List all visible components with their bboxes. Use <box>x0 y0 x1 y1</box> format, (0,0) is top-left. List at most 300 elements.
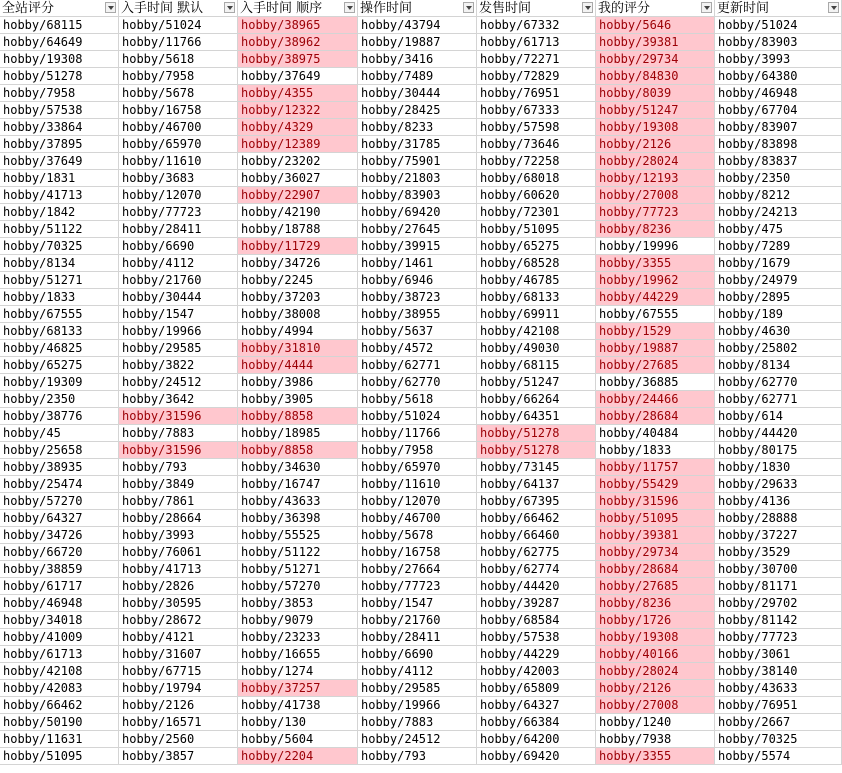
table-cell[interactable]: hobby/49030 <box>477 340 596 357</box>
table-cell[interactable]: hobby/793 <box>119 459 238 476</box>
table-cell[interactable]: hobby/36398 <box>238 510 358 527</box>
table-cell[interactable]: hobby/51024 <box>715 17 842 34</box>
table-cell[interactable]: hobby/28411 <box>119 221 238 238</box>
table-cell[interactable]: hobby/2895 <box>715 289 842 306</box>
table-cell[interactable]: hobby/51247 <box>596 102 715 119</box>
table-cell[interactable]: hobby/67395 <box>477 493 596 510</box>
table-cell[interactable]: hobby/9079 <box>238 612 358 629</box>
table-cell[interactable]: hobby/18985 <box>238 425 358 442</box>
table-cell[interactable]: hobby/51278 <box>0 68 119 85</box>
table-cell[interactable]: hobby/12070 <box>119 187 238 204</box>
table-cell[interactable]: hobby/11610 <box>119 153 238 170</box>
table-cell[interactable]: hobby/27645 <box>358 221 477 238</box>
table-cell[interactable]: hobby/189 <box>715 306 842 323</box>
table-cell[interactable]: hobby/6690 <box>358 646 477 663</box>
table-cell[interactable]: hobby/28664 <box>119 510 238 527</box>
table-cell[interactable]: hobby/24512 <box>358 731 477 748</box>
table-cell[interactable]: hobby/1547 <box>358 595 477 612</box>
table-cell[interactable]: hobby/11729 <box>238 238 358 255</box>
table-cell[interactable]: hobby/28411 <box>358 629 477 646</box>
table-cell[interactable]: hobby/37895 <box>0 136 119 153</box>
table-cell[interactable]: hobby/38140 <box>715 663 842 680</box>
table-cell[interactable]: hobby/76951 <box>477 85 596 102</box>
table-cell[interactable]: hobby/39381 <box>596 527 715 544</box>
table-cell[interactable]: hobby/64380 <box>715 68 842 85</box>
table-cell[interactable]: hobby/70325 <box>715 731 842 748</box>
table-cell[interactable]: hobby/2667 <box>715 714 842 731</box>
table-cell[interactable]: hobby/68528 <box>477 255 596 272</box>
table-cell[interactable]: hobby/11631 <box>0 731 119 748</box>
table-cell[interactable]: hobby/7958 <box>0 85 119 102</box>
table-cell[interactable]: hobby/5618 <box>358 391 477 408</box>
table-cell[interactable]: hobby/19962 <box>596 272 715 289</box>
table-cell[interactable]: hobby/69911 <box>477 306 596 323</box>
table-cell[interactable]: hobby/7958 <box>119 68 238 85</box>
table-cell[interactable]: hobby/19996 <box>596 238 715 255</box>
table-cell[interactable]: hobby/1833 <box>596 442 715 459</box>
table-cell[interactable]: hobby/8039 <box>596 85 715 102</box>
table-cell[interactable]: hobby/72258 <box>477 153 596 170</box>
table-cell[interactable]: hobby/11766 <box>119 34 238 51</box>
table-cell[interactable]: hobby/38962 <box>238 34 358 51</box>
table-cell[interactable]: hobby/130 <box>238 714 358 731</box>
table-cell[interactable]: hobby/1679 <box>715 255 842 272</box>
table-cell[interactable]: hobby/2245 <box>238 272 358 289</box>
table-cell[interactable]: hobby/3853 <box>238 595 358 612</box>
table-cell[interactable]: hobby/29734 <box>596 51 715 68</box>
table-cell[interactable]: hobby/38859 <box>0 561 119 578</box>
table-cell[interactable]: hobby/41713 <box>0 187 119 204</box>
table-cell[interactable]: hobby/12070 <box>358 493 477 510</box>
table-cell[interactable]: hobby/60620 <box>477 187 596 204</box>
table-cell[interactable]: hobby/793 <box>358 748 477 765</box>
table-cell[interactable]: hobby/7489 <box>358 68 477 85</box>
table-cell[interactable]: hobby/28024 <box>596 663 715 680</box>
table-cell[interactable]: hobby/69420 <box>358 204 477 221</box>
table-cell[interactable]: hobby/19309 <box>0 374 119 391</box>
table-cell[interactable]: hobby/57538 <box>0 102 119 119</box>
table-cell[interactable]: hobby/19308 <box>596 629 715 646</box>
table-cell[interactable]: hobby/38965 <box>238 17 358 34</box>
table-cell[interactable]: hobby/2350 <box>715 170 842 187</box>
table-cell[interactable]: hobby/55429 <box>596 476 715 493</box>
table-cell[interactable]: hobby/37649 <box>0 153 119 170</box>
table-cell[interactable]: hobby/40484 <box>596 425 715 442</box>
table-cell[interactable]: hobby/62771 <box>715 391 842 408</box>
table-cell[interactable]: hobby/1726 <box>596 612 715 629</box>
table-cell[interactable]: hobby/51278 <box>477 442 596 459</box>
table-cell[interactable]: hobby/3355 <box>596 255 715 272</box>
table-cell[interactable]: hobby/39915 <box>358 238 477 255</box>
table-cell[interactable]: hobby/21760 <box>119 272 238 289</box>
table-cell[interactable]: hobby/3993 <box>715 51 842 68</box>
table-cell[interactable]: hobby/81142 <box>715 612 842 629</box>
table-cell[interactable]: hobby/5574 <box>715 748 842 765</box>
table-cell[interactable]: hobby/3642 <box>119 391 238 408</box>
table-cell[interactable]: hobby/19887 <box>596 340 715 357</box>
table-cell[interactable]: hobby/25802 <box>715 340 842 357</box>
table-cell[interactable]: hobby/8134 <box>715 357 842 374</box>
table-cell[interactable]: hobby/46948 <box>0 595 119 612</box>
table-cell[interactable]: hobby/34726 <box>238 255 358 272</box>
table-cell[interactable]: hobby/76951 <box>715 697 842 714</box>
table-cell[interactable]: hobby/57598 <box>477 119 596 136</box>
table-cell[interactable]: hobby/29702 <box>715 595 842 612</box>
table-cell[interactable]: hobby/28888 <box>715 510 842 527</box>
table-cell[interactable]: hobby/57538 <box>477 629 596 646</box>
table-cell[interactable]: hobby/8212 <box>715 187 842 204</box>
table-cell[interactable]: hobby/16571 <box>119 714 238 731</box>
table-cell[interactable]: hobby/7958 <box>358 442 477 459</box>
column-header-3[interactable] <box>238 0 358 17</box>
table-cell[interactable]: hobby/57270 <box>238 578 358 595</box>
table-cell[interactable]: hobby/51271 <box>0 272 119 289</box>
table-cell[interactable]: hobby/70325 <box>0 238 119 255</box>
table-cell[interactable]: hobby/51095 <box>0 748 119 765</box>
table-cell[interactable]: hobby/34630 <box>238 459 358 476</box>
table-cell[interactable]: hobby/21760 <box>358 612 477 629</box>
table-cell[interactable]: hobby/4136 <box>715 493 842 510</box>
table-cell[interactable]: hobby/81171 <box>715 578 842 595</box>
table-cell[interactable]: hobby/41009 <box>0 629 119 646</box>
table-cell[interactable]: hobby/67704 <box>715 102 842 119</box>
table-cell[interactable]: hobby/24213 <box>715 204 842 221</box>
table-cell[interactable]: hobby/40166 <box>596 646 715 663</box>
table-cell[interactable]: hobby/31785 <box>358 136 477 153</box>
table-cell[interactable]: hobby/36027 <box>238 170 358 187</box>
table-cell[interactable]: hobby/38008 <box>238 306 358 323</box>
table-cell[interactable]: hobby/4329 <box>238 119 358 136</box>
table-cell[interactable]: hobby/12322 <box>238 102 358 119</box>
table-cell[interactable]: hobby/4994 <box>238 323 358 340</box>
table-cell[interactable]: hobby/83837 <box>715 153 842 170</box>
table-cell[interactable]: hobby/44229 <box>477 646 596 663</box>
table-cell[interactable]: hobby/25474 <box>0 476 119 493</box>
table-cell[interactable]: hobby/30444 <box>358 85 477 102</box>
table-cell[interactable]: hobby/16758 <box>358 544 477 561</box>
table-cell[interactable]: hobby/2560 <box>119 731 238 748</box>
table-cell[interactable]: hobby/3061 <box>715 646 842 663</box>
table-cell[interactable]: hobby/69420 <box>477 748 596 765</box>
table-cell[interactable]: hobby/31607 <box>119 646 238 663</box>
table-cell[interactable]: hobby/2126 <box>596 136 715 153</box>
table-cell[interactable]: hobby/1529 <box>596 323 715 340</box>
table-cell[interactable]: hobby/64327 <box>0 510 119 527</box>
table-cell[interactable]: hobby/25658 <box>0 442 119 459</box>
filter-dropdown-icon[interactable] <box>224 2 235 13</box>
table-cell[interactable]: hobby/38955 <box>358 306 477 323</box>
table-cell[interactable]: hobby/1833 <box>0 289 119 306</box>
table-cell[interactable]: hobby/43794 <box>358 17 477 34</box>
table-cell[interactable]: hobby/8233 <box>358 119 477 136</box>
table-cell[interactable]: hobby/42108 <box>477 323 596 340</box>
table-cell[interactable]: hobby/4112 <box>119 255 238 272</box>
table-cell[interactable]: hobby/2350 <box>0 391 119 408</box>
table-cell[interactable]: hobby/64137 <box>477 476 596 493</box>
table-cell[interactable]: hobby/21803 <box>358 170 477 187</box>
table-cell[interactable]: hobby/16758 <box>119 102 238 119</box>
table-cell[interactable]: hobby/83903 <box>358 187 477 204</box>
table-cell[interactable]: hobby/42003 <box>477 663 596 680</box>
table-cell[interactable]: hobby/66460 <box>477 527 596 544</box>
column-header-5[interactable] <box>477 0 596 17</box>
table-cell[interactable]: hobby/42108 <box>0 663 119 680</box>
table-cell[interactable]: hobby/43633 <box>715 680 842 697</box>
table-cell[interactable]: hobby/73145 <box>477 459 596 476</box>
table-cell[interactable]: hobby/2826 <box>119 578 238 595</box>
table-cell[interactable]: hobby/19308 <box>596 119 715 136</box>
table-cell[interactable]: hobby/30700 <box>715 561 842 578</box>
table-cell[interactable]: hobby/45 <box>0 425 119 442</box>
table-cell[interactable]: hobby/51024 <box>358 408 477 425</box>
table-cell[interactable]: hobby/65970 <box>358 459 477 476</box>
table-cell[interactable]: hobby/7289 <box>715 238 842 255</box>
table-cell[interactable]: hobby/72301 <box>477 204 596 221</box>
table-cell[interactable]: hobby/7883 <box>119 425 238 442</box>
table-cell[interactable]: hobby/4572 <box>358 340 477 357</box>
table-cell[interactable]: hobby/27685 <box>596 578 715 595</box>
table-cell[interactable]: hobby/6946 <box>358 272 477 289</box>
table-cell[interactable]: hobby/1842 <box>0 204 119 221</box>
table-cell[interactable]: hobby/57270 <box>0 493 119 510</box>
filter-dropdown-icon[interactable] <box>828 2 839 13</box>
table-cell[interactable]: hobby/33864 <box>0 119 119 136</box>
table-cell[interactable]: hobby/37257 <box>238 680 358 697</box>
table-cell[interactable]: hobby/51095 <box>596 510 715 527</box>
table-cell[interactable]: hobby/62775 <box>477 544 596 561</box>
table-cell[interactable]: hobby/12193 <box>596 170 715 187</box>
table-cell[interactable]: hobby/51122 <box>238 544 358 561</box>
table-cell[interactable]: hobby/6690 <box>119 238 238 255</box>
table-cell[interactable]: hobby/51095 <box>477 221 596 238</box>
table-cell[interactable]: hobby/68584 <box>477 612 596 629</box>
table-cell[interactable]: hobby/46700 <box>119 119 238 136</box>
table-cell[interactable]: hobby/66720 <box>0 544 119 561</box>
table-cell[interactable]: hobby/80175 <box>715 442 842 459</box>
table-cell[interactable]: hobby/77723 <box>715 629 842 646</box>
table-cell[interactable]: hobby/43633 <box>238 493 358 510</box>
table-cell[interactable]: hobby/1274 <box>238 663 358 680</box>
table-cell[interactable]: hobby/5604 <box>238 731 358 748</box>
table-cell[interactable]: hobby/5637 <box>358 323 477 340</box>
table-cell[interactable]: hobby/38975 <box>238 51 358 68</box>
table-cell[interactable]: hobby/77723 <box>358 578 477 595</box>
table-cell[interactable]: hobby/27008 <box>596 187 715 204</box>
table-cell[interactable]: hobby/28024 <box>596 153 715 170</box>
table-cell[interactable]: hobby/7861 <box>119 493 238 510</box>
table-cell[interactable]: hobby/8236 <box>596 221 715 238</box>
table-cell[interactable]: hobby/24466 <box>596 391 715 408</box>
table-cell[interactable]: hobby/46825 <box>0 340 119 357</box>
table-cell[interactable]: hobby/51271 <box>238 561 358 578</box>
table-cell[interactable]: hobby/67555 <box>596 306 715 323</box>
table-cell[interactable]: hobby/8134 <box>0 255 119 272</box>
table-cell[interactable]: hobby/31596 <box>596 493 715 510</box>
table-cell[interactable]: hobby/72271 <box>477 51 596 68</box>
table-cell[interactable]: hobby/4630 <box>715 323 842 340</box>
table-cell[interactable]: hobby/2126 <box>596 680 715 697</box>
table-cell[interactable]: hobby/72829 <box>477 68 596 85</box>
table-cell[interactable]: hobby/3416 <box>358 51 477 68</box>
table-cell[interactable]: hobby/3529 <box>715 544 842 561</box>
filter-dropdown-icon[interactable] <box>701 2 712 13</box>
filter-dropdown-icon[interactable] <box>463 2 474 13</box>
table-cell[interactable]: hobby/34726 <box>0 527 119 544</box>
table-cell[interactable]: hobby/29734 <box>596 544 715 561</box>
table-cell[interactable]: hobby/38935 <box>0 459 119 476</box>
table-cell[interactable]: hobby/65809 <box>477 680 596 697</box>
table-cell[interactable]: hobby/55525 <box>238 527 358 544</box>
table-cell[interactable]: hobby/67555 <box>0 306 119 323</box>
table-cell[interactable]: hobby/5618 <box>119 51 238 68</box>
table-cell[interactable]: hobby/42083 <box>0 680 119 697</box>
table-cell[interactable]: hobby/61717 <box>0 578 119 595</box>
table-cell[interactable]: hobby/51278 <box>477 425 596 442</box>
table-cell[interactable]: hobby/1547 <box>119 306 238 323</box>
table-cell[interactable]: hobby/2204 <box>238 748 358 765</box>
table-cell[interactable]: hobby/66462 <box>0 697 119 714</box>
table-cell[interactable]: hobby/31596 <box>119 408 238 425</box>
table-cell[interactable]: hobby/68133 <box>0 323 119 340</box>
table-cell[interactable]: hobby/7938 <box>596 731 715 748</box>
table-cell[interactable]: hobby/614 <box>715 408 842 425</box>
table-cell[interactable]: hobby/66384 <box>477 714 596 731</box>
table-cell[interactable]: hobby/8858 <box>238 408 358 425</box>
table-cell[interactable]: hobby/3683 <box>119 170 238 187</box>
table-cell[interactable]: hobby/12389 <box>238 136 358 153</box>
table-cell[interactable]: hobby/11757 <box>596 459 715 476</box>
table-cell[interactable]: hobby/31810 <box>238 340 358 357</box>
table-cell[interactable]: hobby/5678 <box>119 85 238 102</box>
table-cell[interactable]: hobby/27008 <box>596 697 715 714</box>
table-cell[interactable]: hobby/3857 <box>119 748 238 765</box>
table-cell[interactable]: hobby/1240 <box>596 714 715 731</box>
table-cell[interactable]: hobby/39381 <box>596 34 715 51</box>
table-cell[interactable]: hobby/50190 <box>0 714 119 731</box>
table-cell[interactable]: hobby/65970 <box>119 136 238 153</box>
table-cell[interactable]: hobby/38776 <box>0 408 119 425</box>
table-cell[interactable]: hobby/30444 <box>119 289 238 306</box>
table-cell[interactable]: hobby/46700 <box>358 510 477 527</box>
filter-dropdown-icon[interactable] <box>344 2 355 13</box>
table-cell[interactable]: hobby/44420 <box>715 425 842 442</box>
table-cell[interactable]: hobby/83903 <box>715 34 842 51</box>
table-cell[interactable]: hobby/22907 <box>238 187 358 204</box>
table-cell[interactable]: hobby/76061 <box>119 544 238 561</box>
table-cell[interactable]: hobby/75901 <box>358 153 477 170</box>
table-cell[interactable]: hobby/62770 <box>358 374 477 391</box>
table-cell[interactable]: hobby/37227 <box>715 527 842 544</box>
table-cell[interactable]: hobby/37649 <box>238 68 358 85</box>
table-cell[interactable]: hobby/61713 <box>0 646 119 663</box>
table-cell[interactable]: hobby/7883 <box>358 714 477 731</box>
table-cell[interactable]: hobby/19794 <box>119 680 238 697</box>
table-cell[interactable]: hobby/19966 <box>358 697 477 714</box>
table-cell[interactable]: hobby/44420 <box>477 578 596 595</box>
table-cell[interactable]: hobby/4112 <box>358 663 477 680</box>
filter-dropdown-icon[interactable] <box>582 2 593 13</box>
table-cell[interactable]: hobby/3849 <box>119 476 238 493</box>
table-cell[interactable]: hobby/3993 <box>119 527 238 544</box>
table-cell[interactable]: hobby/24979 <box>715 272 842 289</box>
table-cell[interactable]: hobby/475 <box>715 221 842 238</box>
table-cell[interactable]: hobby/83907 <box>715 119 842 136</box>
table-cell[interactable]: hobby/19966 <box>119 323 238 340</box>
column-header-2[interactable] <box>119 0 238 17</box>
table-cell[interactable]: hobby/5646 <box>596 17 715 34</box>
table-cell[interactable]: hobby/77723 <box>596 204 715 221</box>
column-header-1[interactable] <box>0 0 119 17</box>
table-cell[interactable]: hobby/28672 <box>119 612 238 629</box>
table-cell[interactable]: hobby/23233 <box>238 629 358 646</box>
table-cell[interactable]: hobby/46948 <box>715 85 842 102</box>
table-cell[interactable]: hobby/8858 <box>238 442 358 459</box>
table-cell[interactable]: hobby/68133 <box>477 289 596 306</box>
table-cell[interactable]: hobby/24512 <box>119 374 238 391</box>
table-cell[interactable]: hobby/1831 <box>0 170 119 187</box>
table-cell[interactable]: hobby/28684 <box>596 408 715 425</box>
table-cell[interactable]: hobby/8236 <box>596 595 715 612</box>
table-cell[interactable]: hobby/61713 <box>477 34 596 51</box>
table-cell[interactable]: hobby/62770 <box>715 374 842 391</box>
table-cell[interactable]: hobby/64351 <box>477 408 596 425</box>
table-cell[interactable]: hobby/2126 <box>119 697 238 714</box>
table-cell[interactable]: hobby/51122 <box>0 221 119 238</box>
filter-dropdown-icon[interactable] <box>105 2 116 13</box>
table-cell[interactable]: hobby/65275 <box>0 357 119 374</box>
table-cell[interactable]: hobby/83898 <box>715 136 842 153</box>
table-cell[interactable]: hobby/77723 <box>119 204 238 221</box>
table-cell[interactable]: hobby/64327 <box>477 697 596 714</box>
table-cell[interactable]: hobby/19308 <box>0 51 119 68</box>
table-cell[interactable]: hobby/3905 <box>238 391 358 408</box>
table-cell[interactable]: hobby/41713 <box>119 561 238 578</box>
table-cell[interactable]: hobby/62774 <box>477 561 596 578</box>
table-cell[interactable]: hobby/68115 <box>477 357 596 374</box>
table-cell[interactable]: hobby/18788 <box>238 221 358 238</box>
column-header-6[interactable] <box>596 0 715 17</box>
table-cell[interactable]: hobby/3355 <box>596 748 715 765</box>
table-cell[interactable]: hobby/62771 <box>358 357 477 374</box>
table-cell[interactable]: hobby/44229 <box>596 289 715 306</box>
table-cell[interactable]: hobby/4355 <box>238 85 358 102</box>
table-cell[interactable]: hobby/5678 <box>358 527 477 544</box>
table-cell[interactable]: hobby/4121 <box>119 629 238 646</box>
table-cell[interactable]: hobby/29585 <box>119 340 238 357</box>
column-header-4[interactable] <box>358 0 477 17</box>
table-cell[interactable]: hobby/68018 <box>477 170 596 187</box>
table-cell[interactable]: hobby/11766 <box>358 425 477 442</box>
table-cell[interactable]: hobby/51247 <box>477 374 596 391</box>
table-cell[interactable]: hobby/11610 <box>358 476 477 493</box>
table-cell[interactable]: hobby/65275 <box>477 238 596 255</box>
table-cell[interactable]: hobby/16655 <box>238 646 358 663</box>
table-cell[interactable]: hobby/51024 <box>119 17 238 34</box>
table-cell[interactable]: hobby/1830 <box>715 459 842 476</box>
table-cell[interactable]: hobby/3822 <box>119 357 238 374</box>
table-cell[interactable]: hobby/67332 <box>477 17 596 34</box>
table-cell[interactable]: hobby/4444 <box>238 357 358 374</box>
table-cell[interactable]: hobby/67715 <box>119 663 238 680</box>
table-cell[interactable]: hobby/84830 <box>596 68 715 85</box>
table-cell[interactable]: hobby/67333 <box>477 102 596 119</box>
table-cell[interactable]: hobby/29585 <box>358 680 477 697</box>
table-cell[interactable]: hobby/38723 <box>358 289 477 306</box>
table-cell[interactable]: hobby/3986 <box>238 374 358 391</box>
table-cell[interactable]: hobby/68115 <box>0 17 119 34</box>
table-cell[interactable]: hobby/30595 <box>119 595 238 612</box>
table-cell[interactable]: hobby/64649 <box>0 34 119 51</box>
